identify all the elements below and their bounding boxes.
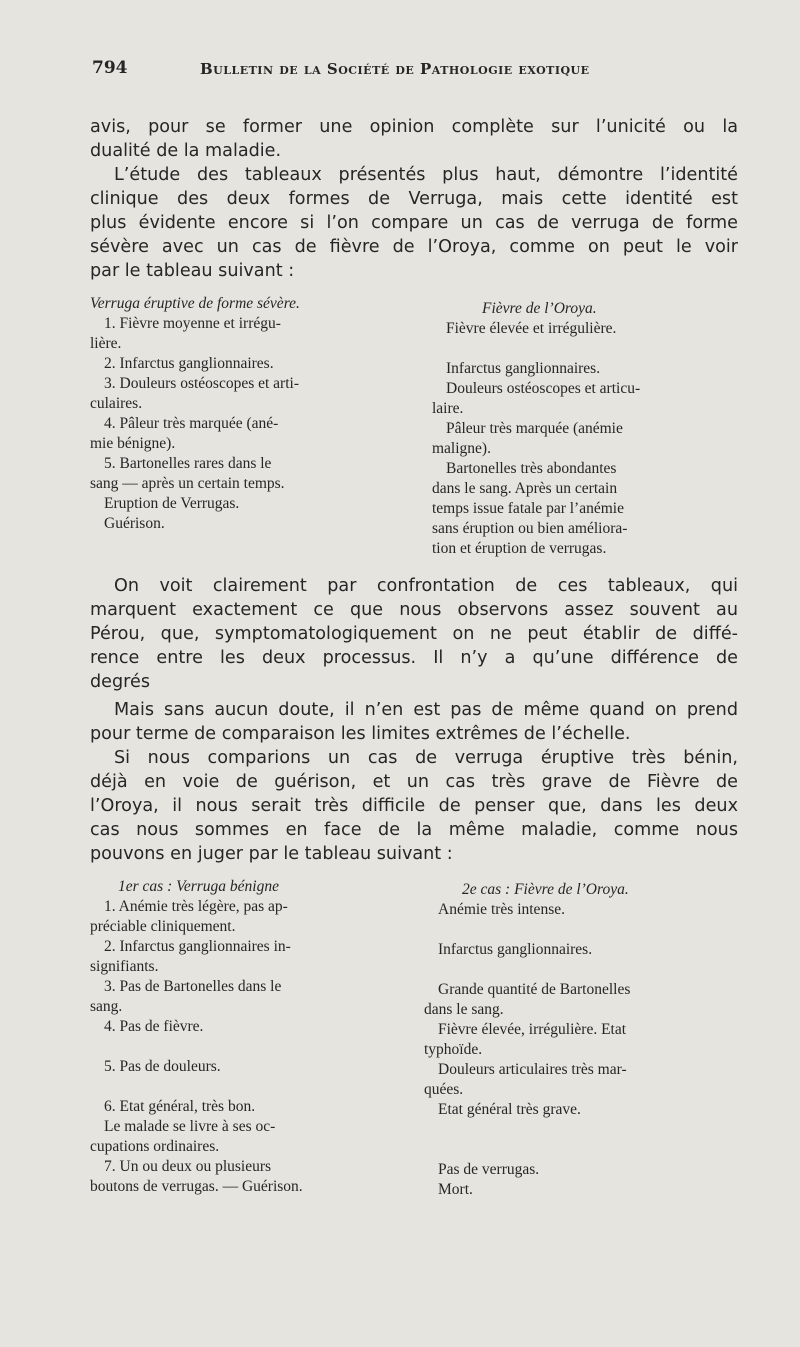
table2-right-heading: 2e cas : Fièvre de l’Oroya. [462, 881, 629, 898]
table-row: Douleurs articulaires très mar- [438, 1061, 627, 1078]
table-row: sang — après un certain temps. [90, 475, 285, 492]
table-row: 5. Bartonelles rares dans le [104, 455, 272, 472]
table-row: 3. Pas de Bartonelles dans le [104, 978, 282, 995]
table-row: 1. Fièvre moyenne et irrégu- [104, 315, 281, 332]
table-row: sans éruption ou bien améliora- [432, 520, 628, 537]
table-row [432, 339, 732, 359]
text-line: degrés [90, 672, 150, 692]
page-header [92, 58, 740, 88]
text-line: Pérou, que, symptomatologiquement on ne peut établir de diffé- [90, 624, 738, 644]
text-line: avis, pour se former une opinion complète sur l’unicité ou la [90, 117, 738, 137]
text-line: marquent exactement ce que nous observons assez souvent au [90, 600, 738, 620]
table-row [424, 960, 734, 980]
text-line: déjà en voie de guérison, et un cas très grave de Fièvre de [90, 772, 738, 792]
table-row: Le malade se livre à ses oc- [104, 1118, 276, 1135]
table-row: culaires. [90, 395, 143, 412]
table-row: 2. Infarctus ganglionnaires in- [104, 938, 291, 955]
table-row: 1. Anémie très légère, pas ap- [104, 898, 288, 915]
page-number: 794 [92, 58, 128, 78]
text-line: sévère avec un cas de fièvre de l’Oroya, comme on peut le voir [90, 237, 738, 257]
table-row: Pâleur très marquée (anémie [446, 420, 623, 437]
table-row: 4. Pâleur très marquée (ané- [104, 415, 279, 432]
table-row: Etat général très grave. [438, 1101, 581, 1118]
table-row: dans le sang. [424, 1001, 504, 1018]
text-line: pour terme de comparaison les limites extrêmes de l’échelle. [90, 724, 631, 744]
table-row: préciable cliniquement. [90, 918, 236, 935]
table-row: 3. Douleurs ostéoscopes et arti- [104, 375, 299, 392]
table-row: sang. [90, 998, 123, 1015]
text-line: pouvons en juger par le tableau suivant : [90, 844, 453, 864]
table1-right-heading: Fièvre de l’Oroya. [482, 300, 597, 317]
table-row: Infarctus ganglionnaires. [446, 360, 601, 377]
table-row: laire. [432, 400, 464, 417]
table2-left-heading: 1er cas : Verruga bénigne [118, 878, 279, 895]
table-row: Anémie très intense. [438, 901, 565, 918]
paragraph-5 [90, 746, 738, 866]
text-line: clinique des deux formes de Verruga, mais cette identité est [90, 189, 738, 209]
paragraph-4 [90, 698, 738, 746]
table-row: temps issue fatale par l’anémie [432, 500, 624, 517]
text-line: rence entre les deux processus. Il n’y a qu’une différence de [90, 648, 738, 668]
table-row [424, 1120, 734, 1140]
table-row: cupations ordinaires. [90, 1138, 220, 1155]
table-row [424, 1140, 734, 1160]
table-row: quées. [424, 1081, 464, 1098]
table1-right-column [432, 299, 732, 559]
table-row: 7. Un ou deux ou plusieurs [104, 1158, 272, 1175]
table-row [90, 1077, 390, 1097]
table2-right-column [424, 880, 734, 1200]
table1-left-column [90, 294, 390, 534]
paragraph-3 [90, 574, 738, 694]
table-row: tion et éruption de verrugas. [432, 540, 607, 557]
table-row [424, 920, 734, 940]
paragraph-2 [90, 163, 738, 283]
table1-left-heading: Verruga éruptive de forme sévère. [90, 295, 300, 312]
table-row: Douleurs ostéoscopes et articu- [446, 380, 641, 397]
table-row: mie bénigne). [90, 435, 176, 452]
table-row: lière. [90, 335, 122, 352]
text-line: cas nous sommes en face de la même maladie, comme nous [90, 820, 738, 840]
table-row: Infarctus ganglionnaires. [438, 941, 593, 958]
text-line: Si nous comparions un cas de verruga éruptive très bénin, [114, 748, 738, 768]
table-row: typhoïde. [424, 1041, 483, 1058]
table-row: 5. Pas de douleurs. [104, 1058, 221, 1075]
table-row: boutons de verrugas. — Guérison. [90, 1178, 303, 1195]
table-row: dans le sang. Après un certain [432, 480, 618, 497]
table-row: Grande quantité de Bartonelles [438, 981, 631, 998]
paragraph-1 [90, 115, 738, 163]
table-row: 2. Infarctus ganglionnaires. [104, 355, 274, 372]
text-line: L’étude des tableaux présentés plus haut, démontre l’identité [114, 165, 738, 185]
table-row [90, 1037, 390, 1057]
text-line: par le tableau suivant : [90, 261, 295, 281]
text-line: On voit clairement par confrontation de ces tableaux, qui [114, 576, 738, 596]
table-row: Eruption de Verrugas. [104, 495, 240, 512]
table2-left-column [90, 877, 390, 1197]
text-line: plus évidente encore si l’on compare un cas de verruga de forme [90, 213, 738, 233]
table-row: 4. Pas de fièvre. [104, 1018, 204, 1035]
table-row: Bartonelles très abondantes [446, 460, 617, 477]
table-row: Mort. [438, 1181, 473, 1198]
table-row: 6. Etat général, très bon. [104, 1098, 256, 1115]
text-line: Mais sans aucun doute, il n’en est pas de même quand on prend [114, 700, 738, 720]
table-row: Fièvre élevée, irrégulière. Etat [438, 1021, 627, 1038]
table-row: signifiants. [90, 958, 159, 975]
table-row: Fièvre élevée et irrégulière. [446, 320, 617, 337]
table-row: Pas de verrugas. [438, 1161, 540, 1178]
table-row: Guérison. [104, 515, 165, 532]
text-line: l’Oroya, il nous serait très difficile de penser que, dans les deux [90, 796, 738, 816]
table-row: maligne). [432, 440, 491, 457]
text-line: dualité de la maladie. [90, 141, 282, 161]
running-title: Bulletin de la Société de Pathologie exotique [200, 60, 590, 78]
